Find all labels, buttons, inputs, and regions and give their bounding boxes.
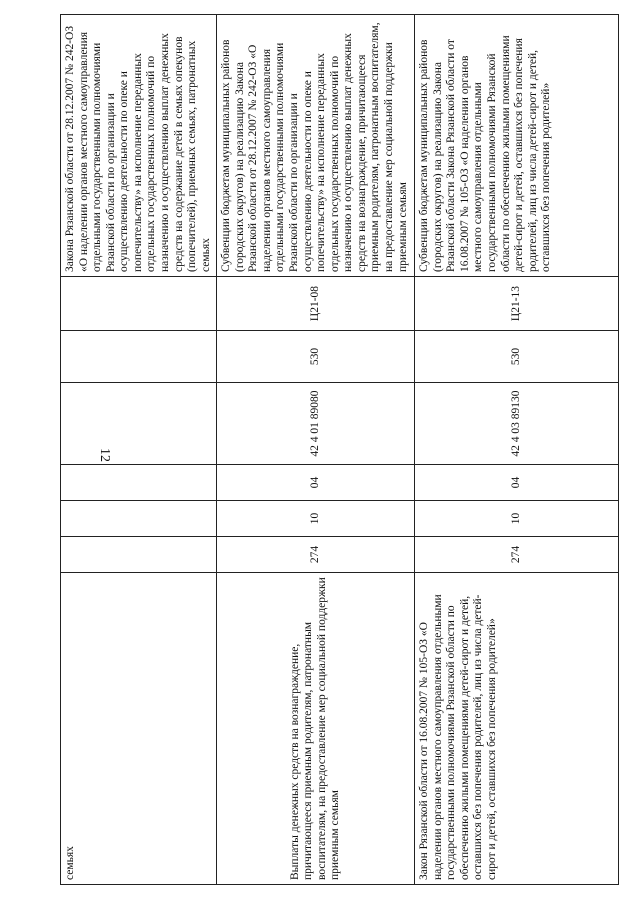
grbs-cell: 274 bbox=[415, 537, 619, 573]
code-cell: Ц21-08 bbox=[217, 277, 415, 331]
page-number: 12 bbox=[97, 448, 112, 462]
budget-table bbox=[60, 14, 619, 885]
grbs-cell bbox=[61, 537, 217, 573]
target-article-cell bbox=[61, 383, 217, 465]
code-cell: Ц21-13 bbox=[415, 277, 619, 331]
row-name-cell: семьях bbox=[61, 573, 217, 885]
section-cell: 10 bbox=[217, 501, 415, 537]
subsection-cell: 04 bbox=[217, 465, 415, 501]
subsection-cell: 04 bbox=[415, 465, 619, 501]
basis-cell: Субвенции бюджетам муниципальных районов (городских округов) на реализацию Закона Рязанской области от 28.12.2007 № 242-ОЗ «О наделении органов местного самоуправления отдельными государственными полномочиями Рязанской области по организации и осуществлению деятельности по опеке и попечительству» на исполнение переданных отдельных государственных полномочий по назначению и осуществлению выплат денежных средств на вознаграждение, причитающееся приемным родителям, патронатным воспитателям, на предоставление мер социальной поддержки приемным семьям bbox=[217, 15, 415, 277]
section-cell bbox=[61, 501, 217, 537]
expense-type-cell: 530 bbox=[415, 331, 619, 383]
table-row bbox=[415, 15, 619, 885]
row-name-cell: Закон Рязанской области от 16.08.2007 № 105-ОЗ «О наделении органов местного самоуправления отдельными государственными полномочиями Рязанской области по обеспечению жилыми помещениями детей-сирот и детей, оставшихся без попечения родителей, лиц из числа детей-сирот и детей, оставшихся без попечения родителей» bbox=[415, 573, 619, 885]
subsection-cell bbox=[61, 465, 217, 501]
code-cell bbox=[61, 277, 217, 331]
table-row bbox=[217, 15, 415, 885]
target-article-cell: 42 4 03 89130 bbox=[415, 383, 619, 465]
table-row bbox=[61, 15, 217, 885]
basis-cell: Закона Рязанской области от 28.12.2007 № 242-ОЗ «О наделении органов местного самоуправления отдельными государственными полномочиями Рязанской области по организации и осуществлению деятельности по опеке и попечительству» на исполнение переданных отдельных государственных полномочий по назначению и осуществлению выплат денежных средств на содержание детей в семьях опекунов (попечителей), приемных семьях, патронатных семьях bbox=[61, 15, 217, 277]
row-name-cell: Выплаты денежных средств на вознаграждение, причитающееся приемным родителям, патронатным воспитателям, на предоставление мер социальной поддержки приемным семьям bbox=[217, 573, 415, 885]
rotated-table-container bbox=[60, 15, 580, 885]
target-article-cell: 42 4 01 89080 bbox=[217, 383, 415, 465]
expense-type-cell bbox=[61, 331, 217, 383]
expense-type-cell: 530 bbox=[217, 331, 415, 383]
basis-cell: Субвенции бюджетам муниципальных районов (городских округов) на реализацию Закона Рязанской области Закона Рязанской области от 16.08.2007 № 105-ОЗ «О наделении органов местного самоуправления отдельными государственными полномочиями Рязанской области по обеспечению жилыми помещениями детей-сирот и детей, оставшихся без попечения родителей, лиц из числа детей-сирот и детей, оставшихся без попечения родителей» bbox=[415, 15, 619, 277]
grbs-cell: 274 bbox=[217, 537, 415, 573]
section-cell: 10 bbox=[415, 501, 619, 537]
